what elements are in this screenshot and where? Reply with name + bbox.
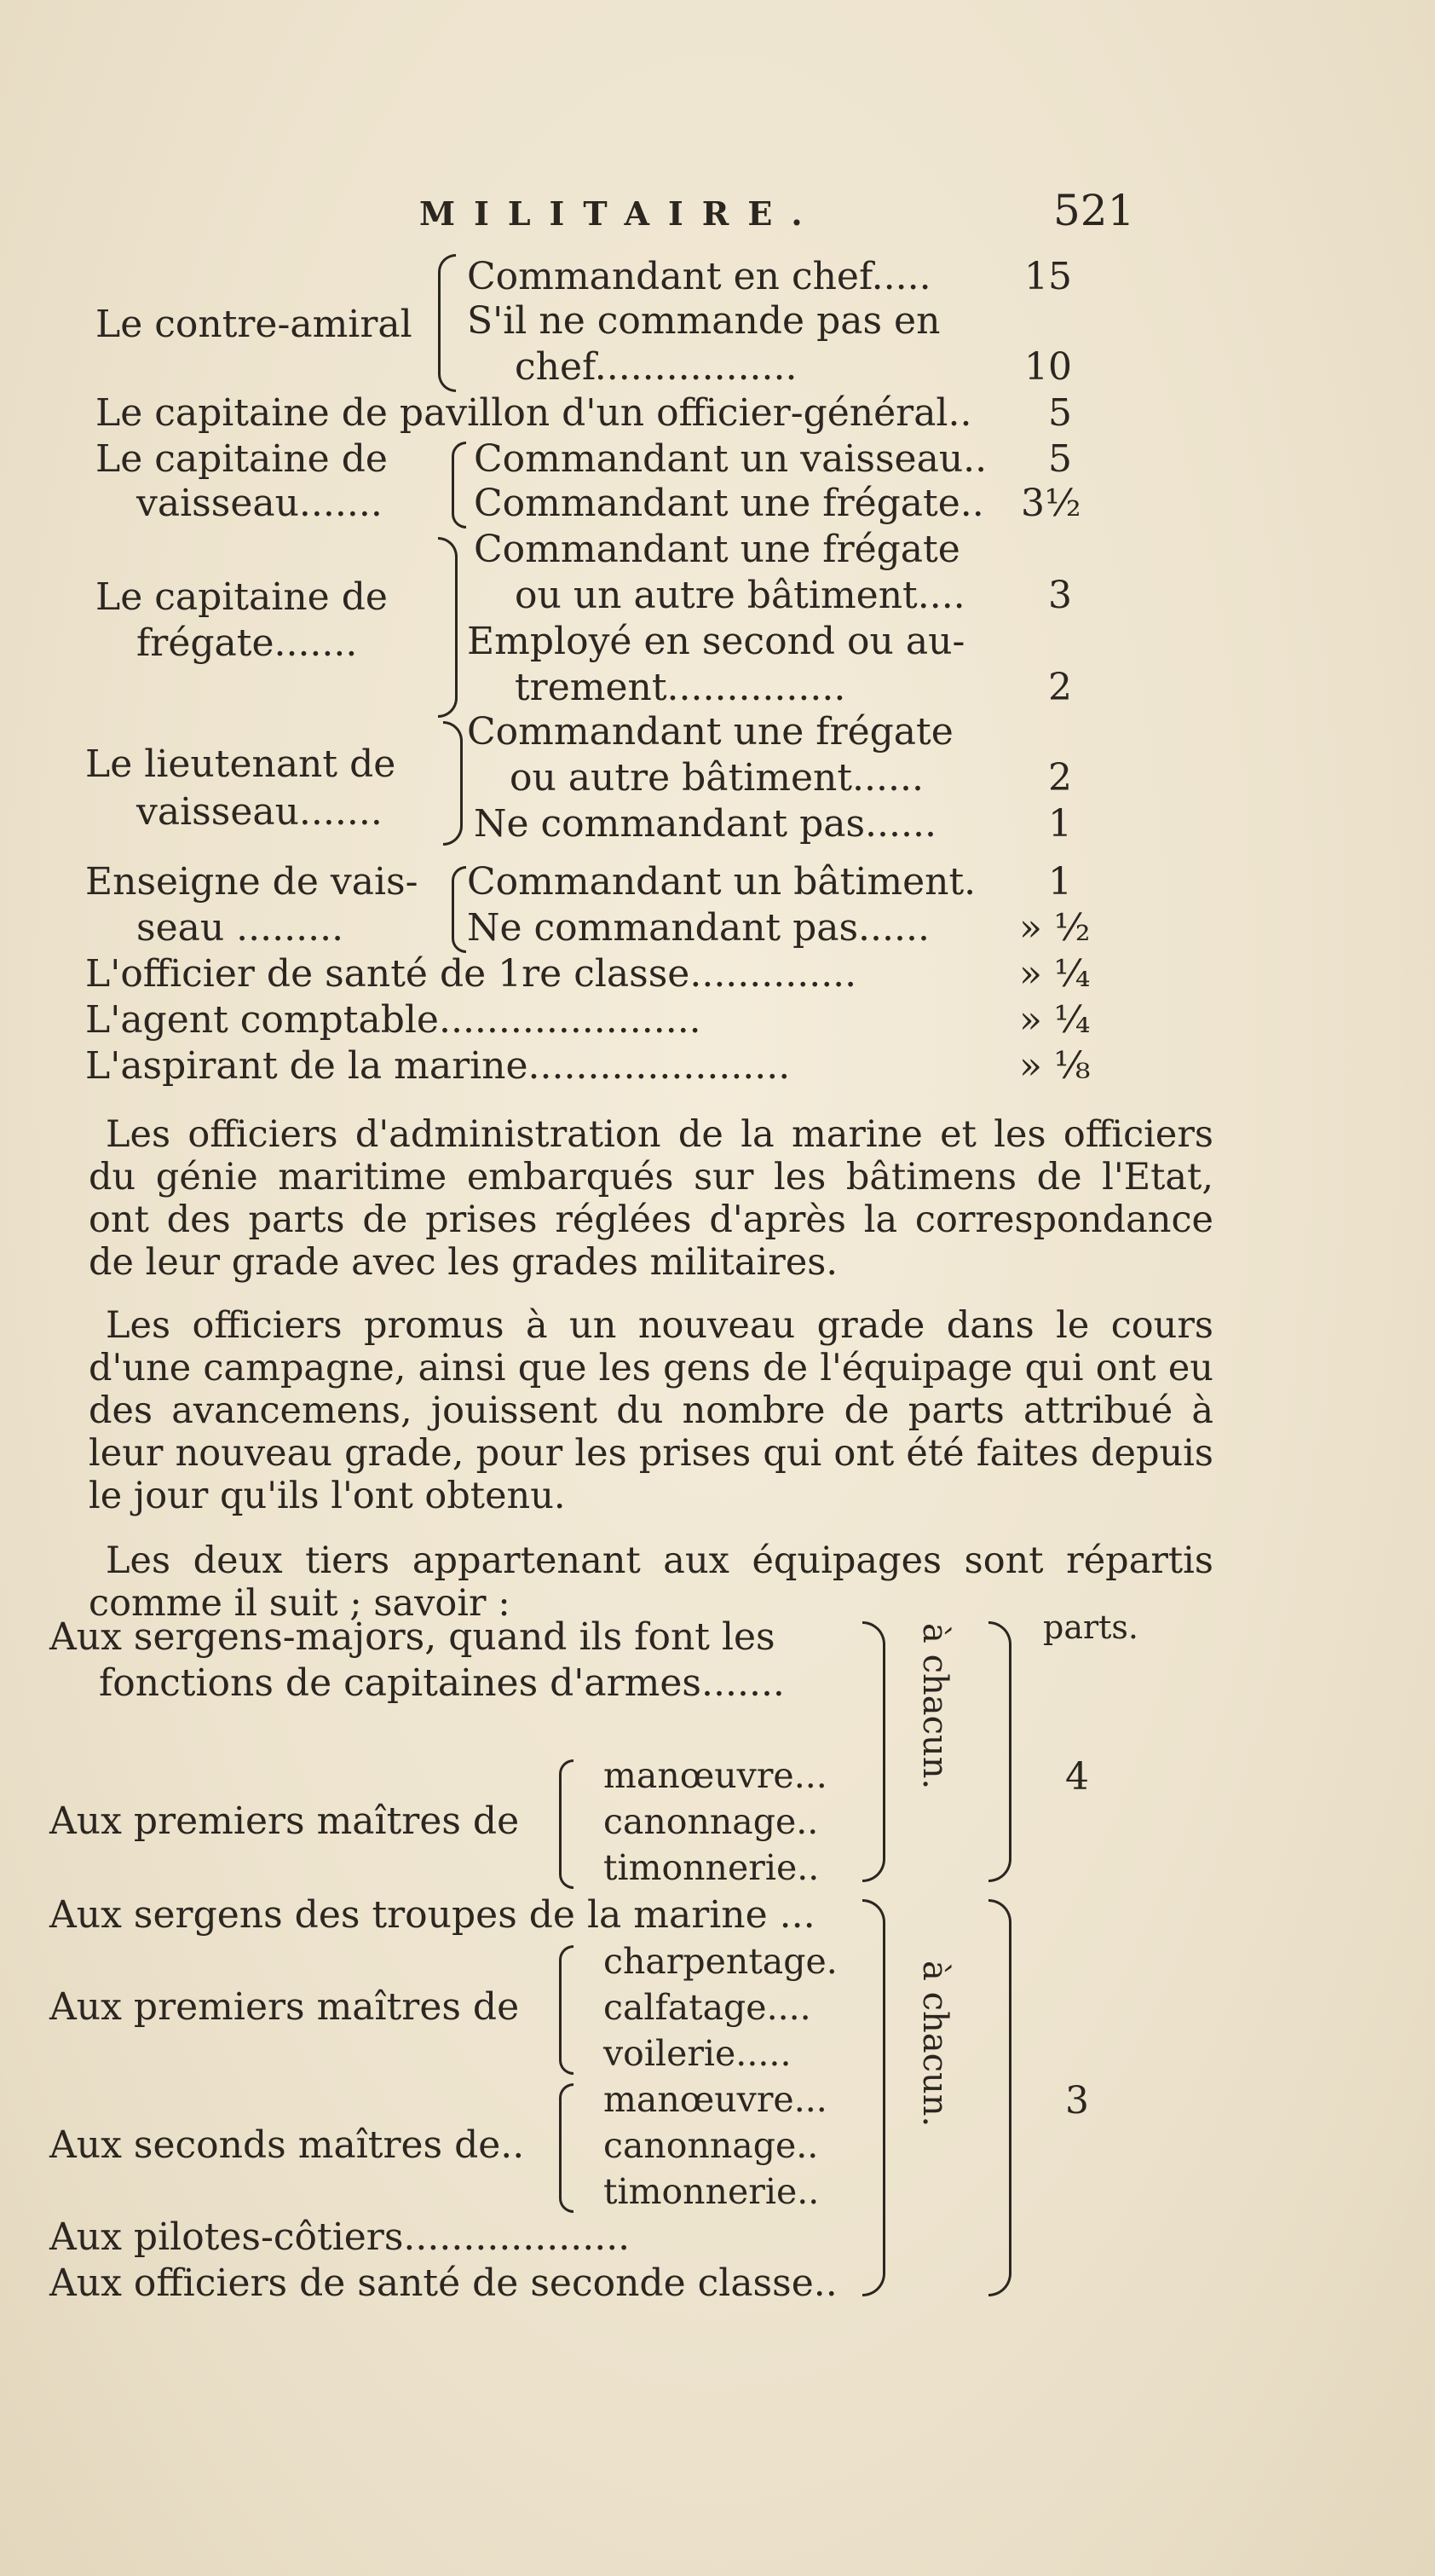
row-label-enseigne-2: seau .........: [136, 906, 344, 950]
group2-sub1: charpentage.: [603, 1941, 838, 1982]
group2-line: Aux pilotes-côtiers...................: [49, 2215, 631, 2259]
row-value: 15: [1024, 255, 1072, 298]
group2-sub1: calfatage....: [603, 1987, 811, 2028]
row-detail: Commandant une frégate: [467, 710, 954, 754]
row-detail: ou un autre bâtiment....: [515, 574, 965, 617]
page-number: 521: [1053, 186, 1135, 235]
group2-line: Aux premiers maîtres de: [49, 1985, 520, 2029]
running-header: MILITAIRE.: [419, 194, 821, 233]
group2-line: Aux sergens des troupes de la marine ...: [49, 1893, 815, 1937]
row-detail: Employé en second ou au-: [467, 620, 965, 663]
row-detail: ou autre bâtiment......: [510, 756, 924, 800]
row-value: 3½: [1021, 482, 1081, 525]
row-label-capitaine-vaisseau-2: vaisseau.......: [136, 482, 383, 525]
brace: [452, 442, 466, 528]
paragraph-2: Les officiers promus à un nouveau grade dans le cours d'une campagne, ainsi que les gens de l'équipage qui ont eu des avancemens, jouissent du nombre de parts attribué à leur nouveau grade, pour les prises qui ont été faites depuis le jour qu'ils l'ont obtenu.: [89, 1304, 1213, 1517]
row-detail: Ne commandant pas......: [467, 906, 930, 950]
group1-side-label: à chacun.: [915, 1623, 954, 1790]
group2-sub2: canonnage..: [603, 2125, 819, 2166]
group2-sub2: timonnerie..: [603, 2171, 820, 2212]
brace: [438, 254, 456, 392]
group1-value: 4: [1065, 1755, 1089, 1799]
group1-line: Aux sergens-majors, quand ils font les: [49, 1615, 775, 1659]
row-detail: Commandant en chef.....: [467, 255, 931, 298]
row-value: » ⅛: [1019, 1044, 1091, 1088]
row-label-capitaine-fregate: Le capitaine de: [95, 575, 388, 619]
row-value: » ¼: [1019, 998, 1091, 1042]
group2-line: Aux seconds maîtres de..: [49, 2123, 525, 2167]
row-label-capitaine-vaisseau: Le capitaine de: [95, 437, 388, 481]
row-detail: Commandant une frégate..: [474, 482, 984, 525]
row-value: 1: [1048, 802, 1072, 846]
group2-value: 3: [1065, 2079, 1089, 2123]
row-value: 3: [1048, 574, 1072, 617]
brace: [438, 537, 458, 718]
brace: [452, 866, 466, 953]
row-value: 5: [1048, 437, 1072, 481]
row-label-lieutenant-2: vaisseau.......: [136, 790, 383, 834]
row-value: 2: [1048, 756, 1072, 800]
brace: [559, 1759, 573, 1889]
group1-line: Aux premiers maîtres de: [49, 1799, 520, 1843]
row-label-enseigne: Enseigne de vais-: [85, 860, 418, 904]
row-detail: S'il ne commande pas en: [467, 299, 941, 343]
group2-line: Aux officiers de santé de seconde classe..: [49, 2261, 838, 2305]
group2-sub2: manœuvre...: [603, 2079, 827, 2120]
row-label-contre-amiral: Le contre-amiral: [95, 303, 412, 346]
row-value: 1: [1048, 860, 1072, 904]
row-detail: Commandant une frégate: [474, 528, 960, 571]
brace: [559, 1945, 573, 2075]
row-label-aspirant: L'aspirant de la marine......................: [85, 1044, 791, 1088]
brace: [862, 1621, 885, 1882]
row-value: 10: [1024, 345, 1072, 389]
row-value: » ½: [1019, 906, 1091, 950]
brace: [988, 1899, 1011, 2296]
group1-sub: manœuvre...: [603, 1755, 827, 1796]
row-value: » ¼: [1019, 952, 1091, 996]
row-label-officier-sante: L'officier de santé de 1re classe..............: [85, 952, 857, 996]
paragraph-3: Les deux tiers appartenant aux équipages sont répartis comme il suit ; savoir :: [89, 1539, 1213, 1625]
parts-column-header: parts.: [1043, 1609, 1138, 1646]
group2-sub1: voilerie.....: [603, 2033, 792, 2074]
brace: [862, 1899, 885, 2296]
row-detail: Ne commandant pas......: [474, 802, 936, 846]
row-label-capitaine-pavillon: Le capitaine de pavillon d'un officier-général..: [95, 391, 972, 435]
group1-sub: timonnerie..: [603, 1847, 820, 1888]
brace: [559, 2083, 573, 2213]
row-detail: Commandant un bâtiment.: [467, 860, 977, 904]
group2-side-label: à chacun.: [915, 1961, 954, 2128]
row-label-lieutenant: Le lieutenant de: [85, 742, 396, 786]
row-label-capitaine-fregate-2: frégate.......: [136, 621, 358, 665]
row-label-agent-comptable: L'agent comptable......................: [85, 998, 701, 1042]
brace: [988, 1621, 1011, 1882]
brace: [443, 721, 463, 846]
row-detail: chef.................: [515, 345, 798, 389]
row-value: 5: [1048, 391, 1072, 435]
row-detail: trement...............: [515, 666, 846, 709]
group1-line: fonctions de capitaines d'armes.......: [99, 1661, 785, 1705]
group1-sub: canonnage..: [603, 1801, 819, 1842]
row-detail: Commandant un vaisseau..: [474, 437, 988, 481]
paragraph-1: Les officiers d'administration de la marine et les officiers du génie maritime embarqués sur les bâtimens de l'Etat, ont des parts de prises réglées d'après la correspondance de leur grade avec les grades militaires.: [89, 1113, 1213, 1284]
row-value: 2: [1048, 666, 1072, 709]
